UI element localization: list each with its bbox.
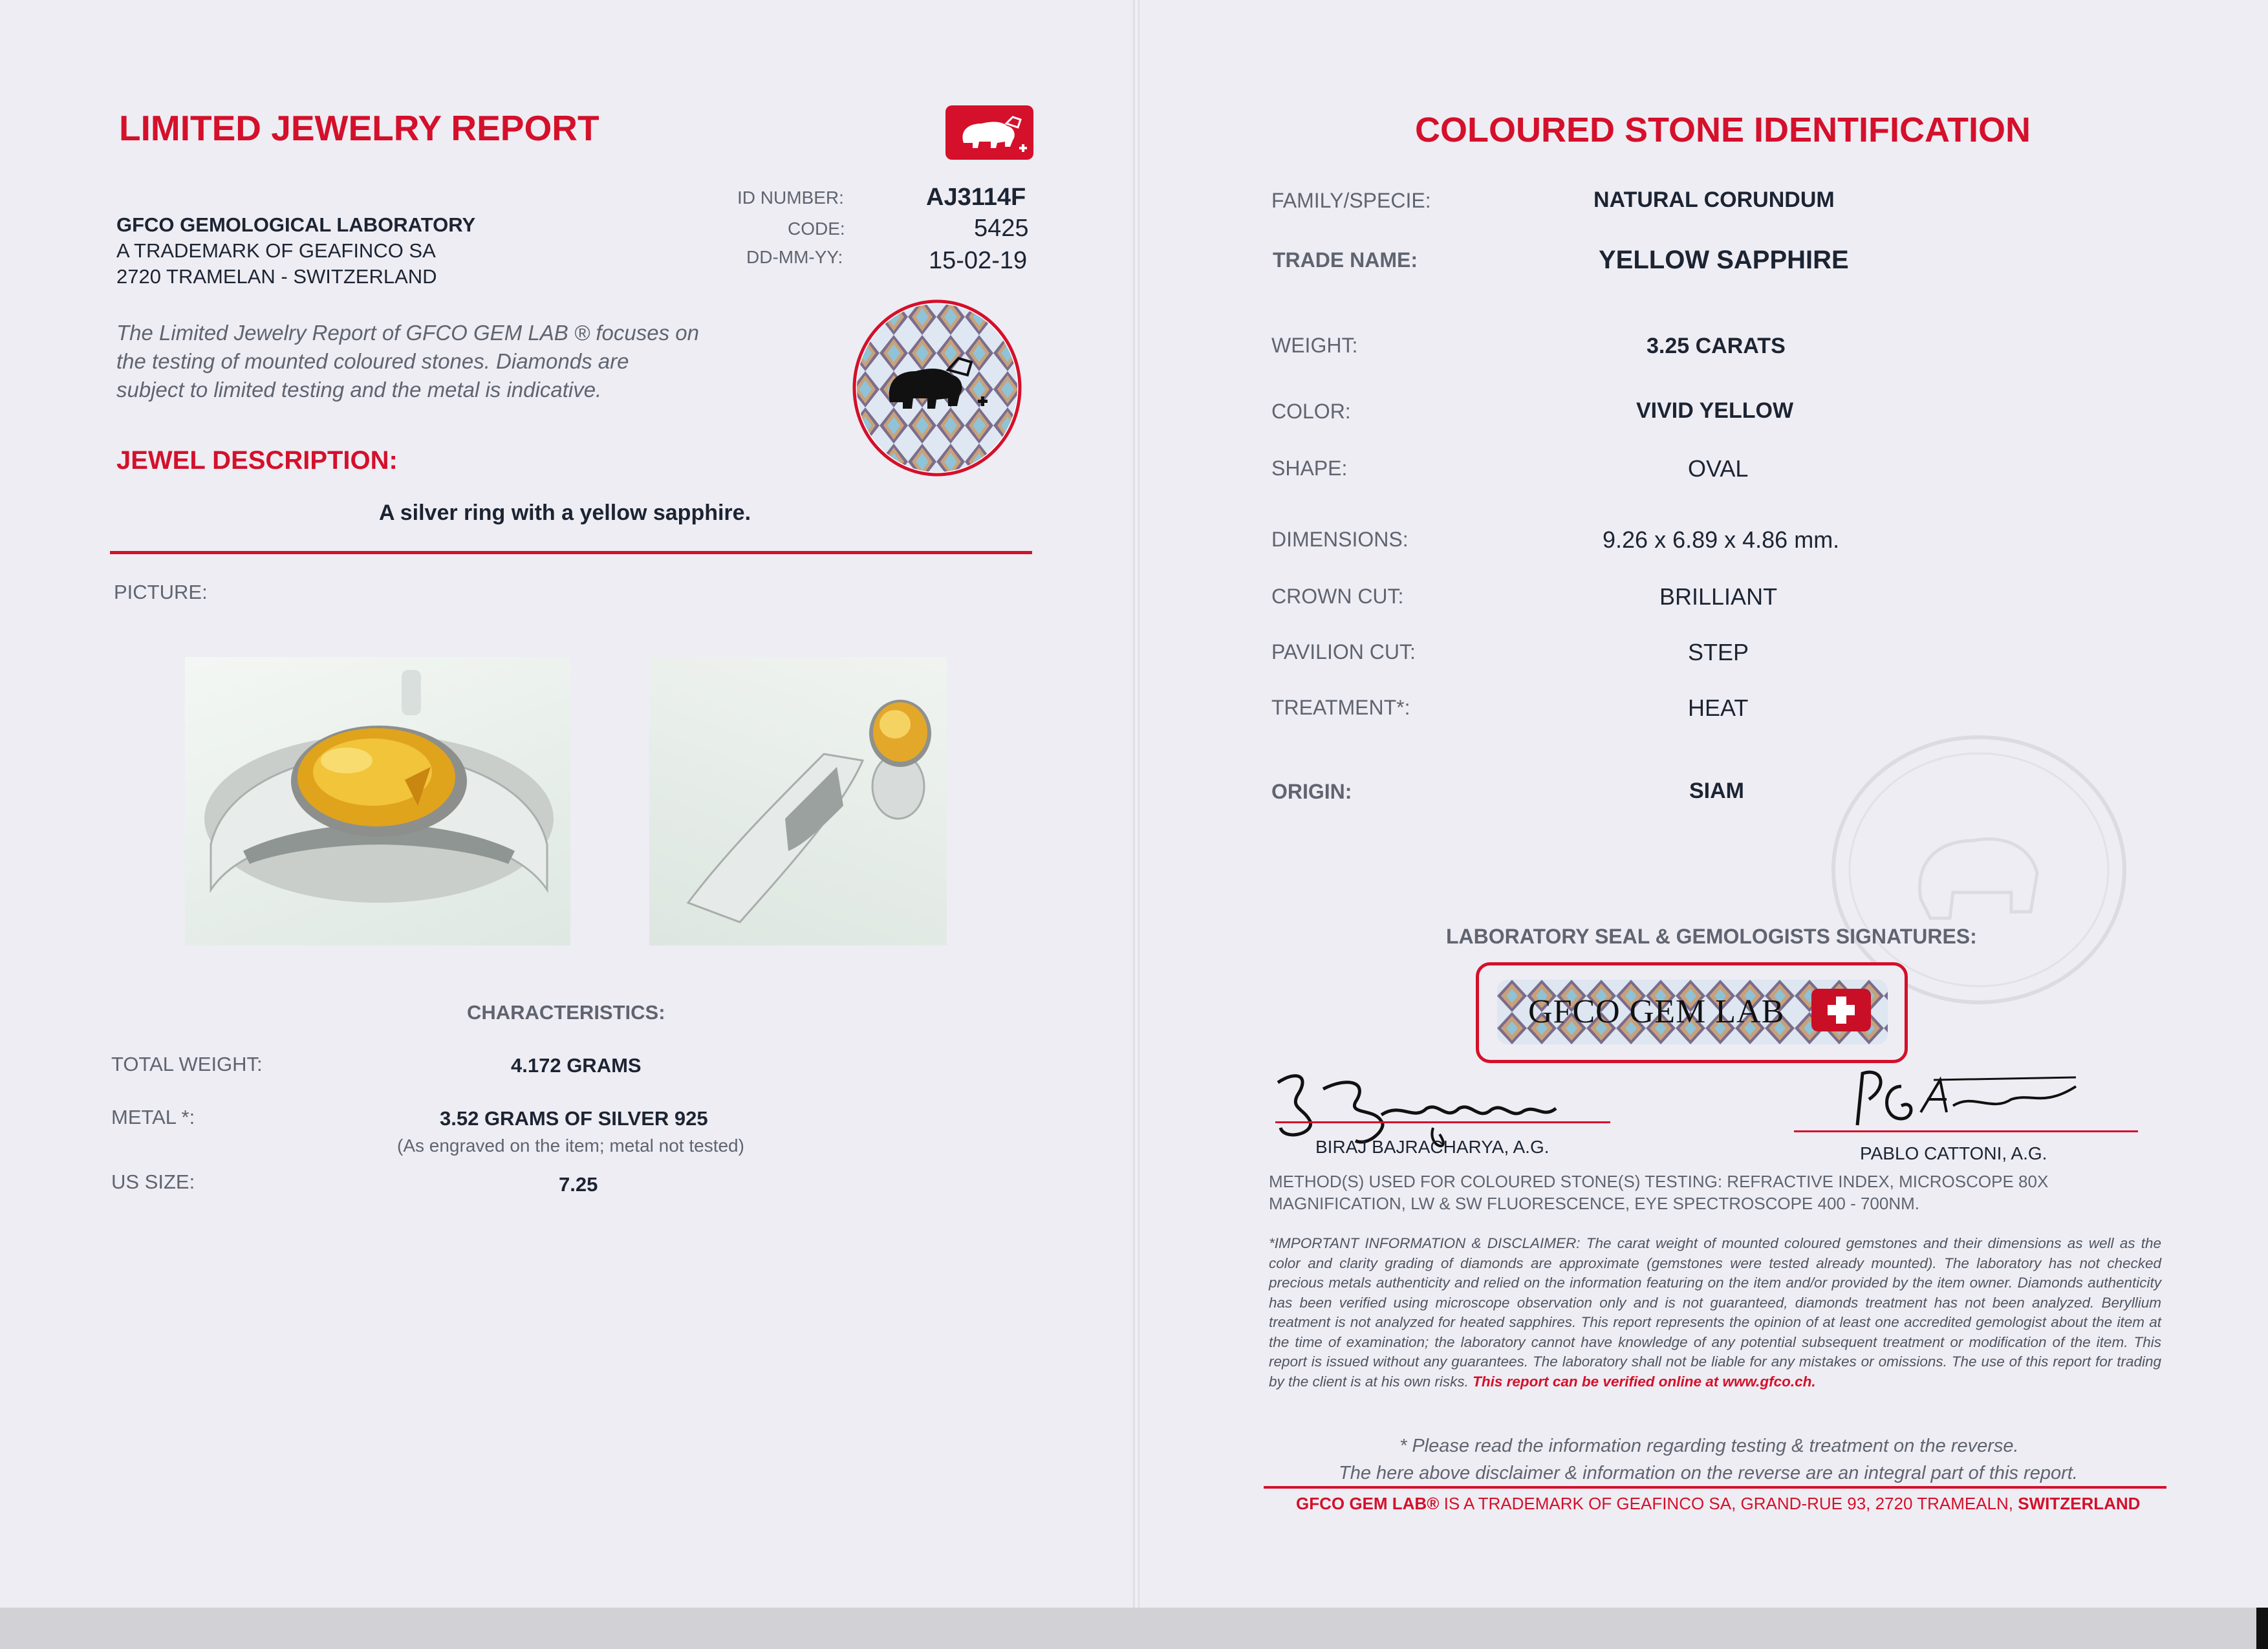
family-label: FAMILY/SPECIE: <box>1271 189 1431 212</box>
code-label: CODE: <box>788 219 845 239</box>
metal-value: 3.52 GRAMS OF SILVER 925 <box>440 1107 708 1130</box>
ring-photo-front <box>185 657 570 945</box>
treatment-value: HEAT <box>1688 695 1749 721</box>
origin-label: ORIGIN: <box>1271 780 1352 803</box>
footer-country: SWITZERLAND <box>2018 1494 2141 1513</box>
signature-line-2 <box>1794 1130 2138 1132</box>
total-weight-value: 4.172 GRAMS <box>511 1054 642 1077</box>
disclaimer-verify: This report can be verified online at www.gfco.ch. <box>1473 1373 1816 1390</box>
total-weight-label: TOTAL WEIGHT: <box>111 1053 263 1075</box>
report-title: LIMITED JEWELRY REPORT <box>119 108 599 148</box>
us-size-label: US SIZE: <box>111 1170 195 1193</box>
jewel-description-heading: JEWEL DESCRIPTION: <box>116 446 398 475</box>
lab-address: 2720 TRAMELAN - SWITZERLAND <box>116 265 437 288</box>
id-number-value: AJ3114F <box>926 184 1026 211</box>
id-number-label: ID NUMBER: <box>737 188 844 208</box>
color-label: COLOR: <box>1271 400 1351 423</box>
crown-cut-label: CROWN CUT: <box>1271 585 1404 608</box>
us-size-value: 7.25 <box>559 1173 598 1196</box>
reverse-note-2: The here above disclaimer & information on the reverse are an integral part of this report. <box>1339 1463 2078 1483</box>
characteristics-heading: CHARACTERISTICS: <box>467 1001 665 1024</box>
seal-heading: LABORATORY SEAL & GEMOLOGISTS SIGNATURES: <box>1446 925 1977 948</box>
hologram-seal-icon <box>851 299 1023 477</box>
scan-edge <box>0 1608 2268 1649</box>
signature-name-1: BIRAJ BAJRACHARYA, A.G. <box>1315 1137 1550 1157</box>
lab-name: GFCO GEMOLOGICAL LABORATORY <box>116 213 476 236</box>
footer-divider <box>1264 1486 2166 1489</box>
date-label: DD-MM-YY: <box>746 247 843 267</box>
footer-middle: IS A TRADEMARK OF GEAFINCO SA, GRAND-RUE 93, 2720 TRAMEALN, <box>1443 1494 2013 1513</box>
intro-line-3: subject to limited testing and the metal is indicative. <box>116 378 602 402</box>
family-value: NATURAL CORUNDUM <box>1593 188 1835 212</box>
footer-brand: GFCO GEM LAB® <box>1296 1494 1440 1513</box>
signature-cattoni <box>1843 1061 2082 1138</box>
crown-cut-value: BRILLIANT <box>1659 583 1778 610</box>
weight-label: WEIGHT: <box>1271 334 1358 357</box>
swiss-cross-icon <box>1811 989 1871 1031</box>
shape-label: SHAPE: <box>1271 457 1348 480</box>
picture-label: PICTURE: <box>114 581 208 603</box>
color-value: VIVID YELLOW <box>1636 398 1794 423</box>
dimensions-label: DIMENSIONS: <box>1271 528 1409 551</box>
section-divider <box>110 551 1032 554</box>
dimensions-value: 9.26 x 6.89 x 4.86 mm. <box>1603 526 1840 553</box>
disclaimer <box>1269 1234 2161 1392</box>
reverse-note-1: * Please read the information regarding testing & treatment on the reverse. <box>1399 1436 2019 1456</box>
lab-seal-text: GFCO GEM LAB <box>1528 993 1785 1030</box>
footer <box>1296 1494 2140 1514</box>
trade-name-label: TRADE NAME: <box>1273 248 1418 272</box>
weight-value: 3.25 CARATS <box>1647 334 1786 358</box>
jewel-description: A silver ring with a yellow sapphire. <box>379 501 751 525</box>
intro-line-2: the testing of mounted coloured stones. Diamonds are <box>116 349 629 373</box>
signature-name-2: PABLO CATTONI, A.G. <box>1860 1143 2047 1163</box>
pavilion-cut-label: PAVILION CUT: <box>1271 640 1416 663</box>
methods-line-1: METHOD(S) USED FOR COLOURED STONE(S) TESTING: REFRACTIVE INDEX, MICROSCOPE 80X <box>1269 1172 2049 1191</box>
pavilion-cut-value: STEP <box>1688 639 1749 665</box>
scan-edge-dark <box>2256 1608 2268 1649</box>
stone-title: COLOURED STONE IDENTIFICATION <box>1415 111 2031 149</box>
metal-note: (As engraved on the item; metal not tested) <box>397 1136 744 1156</box>
ring-photo-side <box>649 657 947 945</box>
metal-label: METAL *: <box>111 1106 195 1128</box>
code-value: 5425 <box>974 215 1029 242</box>
disclaimer-text: *IMPORTANT INFORMATION & DISCLAIMER: The carat weight of mounted coloured gemstones and their dimensions as well as the color and clarity grading of diamonds are approximate (gemstones were tested already mounted). The laboratory has not checked precious metals authenticity and relied on the information featuring on the item and/or provided by the item owner. Diamonds authenticity has been verified using microscope observation only and is not guaranteed, diamonds treatment has not been analyzed. Beryllium treatment is not analyzed for heated sapphires. This report represents the opinion of at least one accredited gemologist about the item at the time of examination; the laboratory cannot have knowledge of any potential subsequent treatment or modification of the item. This report is issued without any guarantees. The laboratory shall not be liable for any mistakes or omissions. The use of this report for trading by the client is at his own risks. <box>1269 1235 2161 1390</box>
lab-seal-badge <box>1476 962 1908 1063</box>
lab-trademark: A TRADEMARK OF GEAFINCO SA <box>116 239 436 262</box>
shape-value: OVAL <box>1688 455 1749 482</box>
date-value: 15-02-19 <box>929 247 1028 274</box>
trade-name-value: YELLOW SAPPHIRE <box>1599 246 1849 274</box>
intro-line-1: The Limited Jewelry Report of GFCO GEM LAB ® focuses on <box>116 321 699 345</box>
origin-value: SIAM <box>1689 779 1744 803</box>
signature-line-1 <box>1275 1121 1610 1123</box>
elephant-logo-icon <box>945 105 1033 160</box>
methods-line-2: MAGNIFICATION, LW & SW FLUORESCENCE, EYE SPECTROSCOPE 400 - 700NM. <box>1269 1194 1920 1213</box>
treatment-label: TREATMENT*: <box>1271 696 1410 719</box>
page-fold <box>1133 0 1139 1608</box>
